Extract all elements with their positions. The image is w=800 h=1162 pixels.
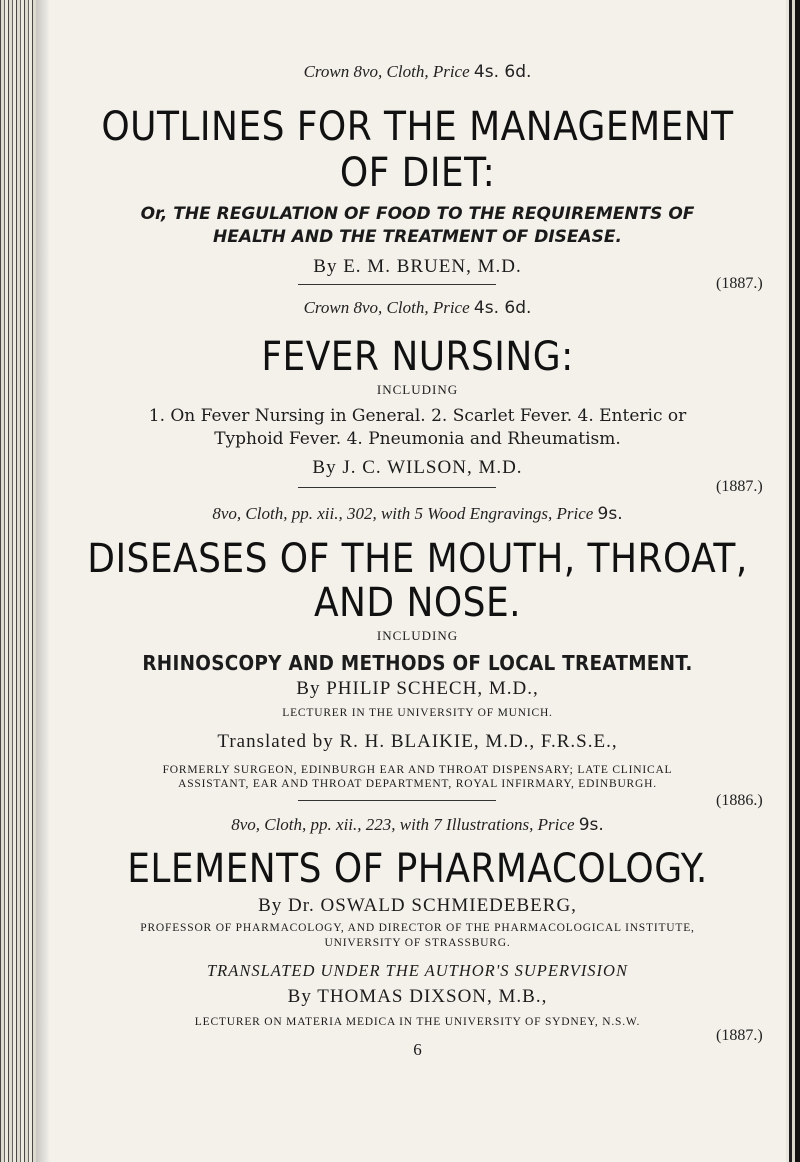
book2-title: FEVER NURSING: <box>261 334 574 380</box>
book4-title: ELEMENTS OF PHARMACOLOGY. <box>127 846 708 892</box>
book2-year: (1887.) <box>716 478 763 495</box>
book1-title-line1: OUTLINES FOR THE MANAGEMENT <box>101 104 734 150</box>
book1-rule <box>298 284 496 285</box>
book3-subject: RHINOSCOPY AND METHODS OF LOCAL TREATMENT. <box>142 651 693 675</box>
book3-author: By PHILIP SCHECH, M.D., <box>296 678 539 699</box>
book3-year: (1886.) <box>716 792 763 809</box>
book3-author-role: LECTURER IN THE UNIVERSITY OF MUNICH. <box>282 707 553 719</box>
book3-rule <box>298 800 496 801</box>
book4-translator-role: LECTURER ON MATERIA MEDICA IN THE UNIVERSITY OF SYDNEY, N.S.W. <box>194 1016 641 1028</box>
book3-title-line1: DISEASES OF THE MOUTH, THROAT, <box>87 536 748 582</box>
book3-translator-role-line2: ASSISTANT, EAR AND THROAT DEPARTMENT, ROYAL INFIRMARY, EDINBURGH. <box>178 778 657 790</box>
book4-translated-note: TRANSLATED UNDER THE AUTHOR'S SUPERVISION <box>207 961 628 980</box>
book2-contents-line1: 1. On Fever Nursing in General. 2. Scarlet Fever. 4. Enteric or <box>148 406 687 426</box>
book2-including: INCLUDING <box>376 382 459 397</box>
book2-contents-line2: Typhoid Fever. 4. Pneumonia and Rheumatism. <box>214 429 621 449</box>
book4-translator: By THOMAS DIXSON, M.B., <box>287 986 548 1007</box>
book4-author: By Dr. OSWALD SCHMIEDEBERG, <box>258 895 577 916</box>
book3-translator: Translated by R. H. BLAIKIE, M.D., F.R.S.E., <box>217 731 618 752</box>
book4-author-role-line2: UNIVERSITY OF STRASSBURG. <box>324 937 511 949</box>
book3-title-line2: AND NOSE. <box>313 580 522 626</box>
book1-title-line2: OF DIET: <box>339 150 496 196</box>
book3-including: INCLUDING <box>376 628 459 643</box>
book4-price-line: 8vo, Cloth, pp. xii., 223, with 7 Illustrations, Price 9s. <box>231 815 604 835</box>
page-number: 6 <box>413 1040 422 1059</box>
page-edge <box>786 0 800 1162</box>
advertisement-page <box>50 0 785 1162</box>
book3-price-line: 8vo, Cloth, pp. xii., 302, with 5 Wood Engravings, Price 9s. <box>212 504 623 524</box>
book1-subtitle-line1: Or, THE REGULATION OF FOOD TO THE REQUIREMENTS OF <box>140 204 695 224</box>
book2-rule <box>298 487 496 488</box>
book4-year: (1887.) <box>716 1027 763 1044</box>
book1-price-line: Crown 8vo, Cloth, Price 4s. 6d. <box>303 62 532 82</box>
book1-year: (1887.) <box>716 275 763 292</box>
book2-price-line: Crown 8vo, Cloth, Price 4s. 6d. <box>303 298 532 318</box>
book2-author: By J. C. WILSON, M.D. <box>312 457 523 478</box>
book1-subtitle-line2: HEALTH AND THE TREATMENT OF DISEASE. <box>213 227 622 247</box>
book4-author-role-line1: PROFESSOR OF PHARMACOLOGY, AND DIRECTOR OF THE PHARMACOLOGICAL INSTITUTE, <box>140 922 695 934</box>
book3-translator-role-line1: FORMERLY SURGEON, EDINBURGH EAR AND THROAT DISPENSARY; LATE CLINICAL <box>162 764 673 776</box>
binding-shadow <box>36 0 50 1162</box>
book1-author: By E. M. BRUEN, M.D. <box>313 256 522 277</box>
book-binding <box>0 0 36 1162</box>
